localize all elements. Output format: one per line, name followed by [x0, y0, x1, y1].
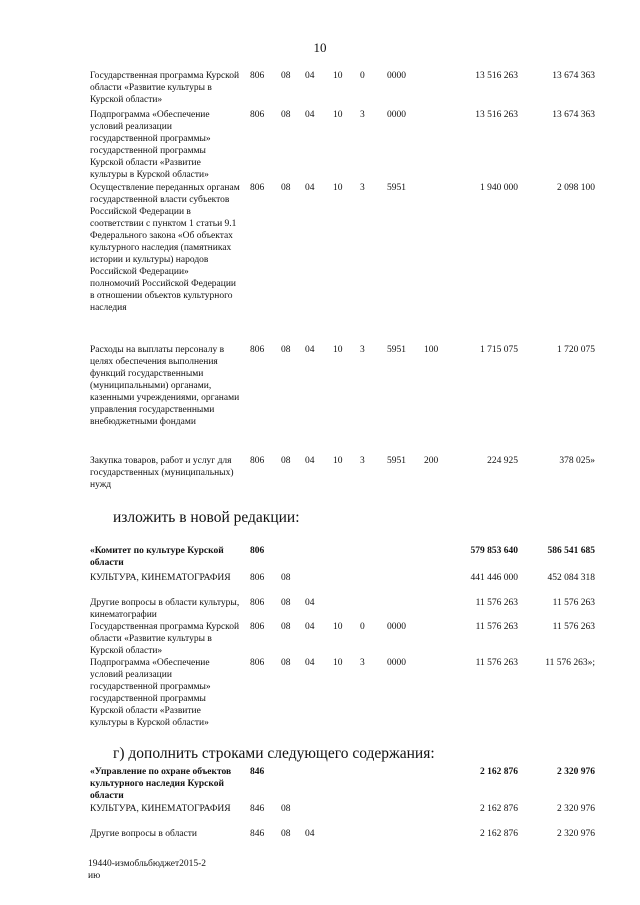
row-target-1: 10 — [333, 622, 343, 632]
row-name: Расходы на выплаты персоналу в целях обеспечения выполнения функций государственными (муниципальными) органами, казенными учреждениями, органами управления государственными внебюджетными фондами — [90, 345, 240, 427]
row-target-2: 3 — [360, 456, 365, 466]
row-sum-2017: 13 674 363 — [552, 71, 595, 81]
row-grbs: 806 — [250, 456, 265, 466]
row-subsection: 04 — [305, 622, 315, 632]
table-row — [0, 828, 640, 840]
row-grbs: 806 — [250, 71, 265, 81]
table-row — [0, 70, 640, 105]
heading-new-edition: изложить в новой редакции: — [113, 509, 300, 526]
row-grbs: 806 — [250, 658, 265, 668]
row-section: 08 — [281, 71, 291, 81]
row-section: 08 — [281, 598, 291, 608]
row-subsection: 04 — [305, 456, 315, 466]
row-name: «Комитет по культуре Курской области — [90, 546, 224, 568]
row-name: Подпрограмма «Обеспечение условий реализации государственной программы» государственной программы Курской области «Развитие культуры в Курской области» — [90, 658, 211, 728]
row-target-1: 10 — [333, 456, 343, 466]
row-grbs: 806 — [250, 183, 265, 193]
row-sum-2016: 13 516 263 — [475, 110, 518, 120]
row-name: Другие вопросы в области культуры, кинематографии — [90, 598, 240, 620]
row-grbs: 806 — [250, 546, 265, 556]
row-subsection: 04 — [305, 658, 315, 668]
table-row — [0, 597, 640, 620]
row-section: 08 — [281, 804, 291, 814]
row-name: Осуществление переданных органам государственной власти субъектов Российской Федерации в соответствии с пунктом 1 статьи 9.1 Федерального закона «Об объектах культурного наследия (памятниках истории и культуры) народов Российской Федерации» полномочий Российской Федерации в отношении объектов культурного наследия — [90, 183, 240, 313]
row-sum-2016: 579 853 640 — [470, 546, 518, 556]
row-sum-2017: 452 084 318 — [547, 573, 595, 583]
table-row — [0, 455, 640, 490]
row-sum-2016: 441 446 000 — [470, 573, 518, 583]
row-target-3: 0000 — [387, 71, 406, 81]
row-grbs: 846 — [250, 829, 265, 839]
row-section: 08 — [281, 573, 291, 583]
row-target-1: 10 — [333, 345, 343, 355]
row-sum-2017: 11 576 263 — [552, 622, 595, 632]
row-name: Закупка товаров, работ и услуг для государственных (муниципальных) нужд — [90, 456, 234, 490]
row-expense-type: 100 — [424, 345, 439, 355]
table-row — [0, 182, 640, 313]
row-target-3: 5951 — [387, 345, 406, 355]
row-subsection: 04 — [305, 598, 315, 608]
row-sum-2016: 2 162 876 — [480, 829, 518, 839]
row-subsection: 04 — [305, 183, 315, 193]
row-target-3: 5951 — [387, 456, 406, 466]
row-sum-2016: 2 162 876 — [480, 767, 518, 777]
row-target-1: 10 — [333, 71, 343, 81]
row-expense-type: 200 — [424, 456, 439, 466]
table-row — [0, 344, 640, 427]
row-target-1: 10 — [333, 110, 343, 120]
row-grbs: 806 — [250, 345, 265, 355]
row-sum-2017: 2 098 100 — [557, 183, 595, 193]
row-sum-2016: 224 925 — [487, 456, 518, 466]
footer-document-code: 19440-измобльбюджет2015-2 — [88, 859, 207, 869]
row-name: Подпрограмма «Обеспечение условий реализации государственной программы» государственной программы Курской области «Развитие культуры в Курской области» — [90, 110, 211, 180]
row-target-2: 3 — [360, 345, 365, 355]
table-row — [0, 545, 640, 568]
table-row — [0, 803, 640, 815]
table-row — [0, 572, 640, 584]
row-sum-2017: 2 320 976 — [557, 829, 595, 839]
row-sum-2017: 1 720 075 — [557, 345, 595, 355]
row-sum-2017: 13 674 363 — [552, 110, 595, 120]
table-row — [0, 657, 640, 728]
row-sum-2017: 2 320 976 — [557, 767, 595, 777]
row-section: 08 — [281, 110, 291, 120]
row-sum-2017: 11 576 263 — [552, 598, 595, 608]
row-sum-2017: 586 541 685 — [547, 546, 595, 556]
row-target-1: 10 — [333, 658, 343, 668]
row-name: КУЛЬТУРА, КИНЕМАТОГРАФИЯ — [90, 573, 231, 583]
row-target-2: 0 — [360, 622, 365, 632]
row-grbs: 806 — [250, 110, 265, 120]
row-section: 08 — [281, 658, 291, 668]
row-target-2: 0 — [360, 71, 365, 81]
row-sum-2017: 378 025» — [559, 456, 595, 466]
row-target-3: 0000 — [387, 658, 406, 668]
row-subsection: 04 — [305, 71, 315, 81]
heading-add-rows: г) дополнить строками следующего содержания: — [113, 745, 435, 762]
row-sum-2017: 2 320 976 — [557, 804, 595, 814]
row-target-2: 3 — [360, 658, 365, 668]
row-sum-2016: 11 576 263 — [475, 598, 518, 608]
row-grbs: 806 — [250, 622, 265, 632]
row-section: 08 — [281, 456, 291, 466]
table-row — [0, 109, 640, 180]
row-sum-2016: 2 162 876 — [480, 804, 518, 814]
row-name: КУЛЬТУРА, КИНЕМАТОГРАФИЯ — [90, 804, 231, 814]
row-sum-2017: 11 576 263»; — [545, 658, 595, 668]
row-name: Государственная программа Курской области «Развитие культуры в Курской области» — [90, 71, 240, 105]
row-subsection: 04 — [305, 110, 315, 120]
table-row — [0, 621, 640, 656]
row-section: 08 — [281, 622, 291, 632]
row-target-3: 5951 — [387, 183, 406, 193]
row-section: 08 — [281, 829, 291, 839]
row-name: «Управление по охране объектов культурного наследия Курской области — [90, 767, 232, 801]
row-section: 08 — [281, 345, 291, 355]
row-sum-2016: 11 576 263 — [475, 658, 518, 668]
page-number: 10 — [313, 40, 327, 55]
row-grbs: 806 — [250, 598, 265, 608]
row-grbs: 846 — [250, 804, 265, 814]
footer-initials: ию — [88, 871, 101, 881]
row-section: 08 — [281, 183, 291, 193]
row-name: Государственная программа Курской области «Развитие культуры в Курской области» — [90, 622, 240, 656]
row-sum-2016: 13 516 263 — [475, 71, 518, 81]
row-name: Другие вопросы в области — [90, 829, 198, 839]
row-target-3: 0000 — [387, 110, 406, 120]
row-sum-2016: 1 715 075 — [480, 345, 518, 355]
row-target-2: 3 — [360, 183, 365, 193]
row-grbs: 806 — [250, 573, 265, 583]
row-sum-2016: 11 576 263 — [475, 622, 518, 632]
row-subsection: 04 — [305, 345, 315, 355]
row-target-1: 10 — [333, 183, 343, 193]
table-row — [0, 766, 640, 801]
row-target-3: 0000 — [387, 622, 406, 632]
row-grbs: 846 — [250, 767, 265, 777]
row-sum-2016: 1 940 000 — [480, 183, 518, 193]
row-subsection: 04 — [305, 829, 315, 839]
row-target-2: 3 — [360, 110, 365, 120]
